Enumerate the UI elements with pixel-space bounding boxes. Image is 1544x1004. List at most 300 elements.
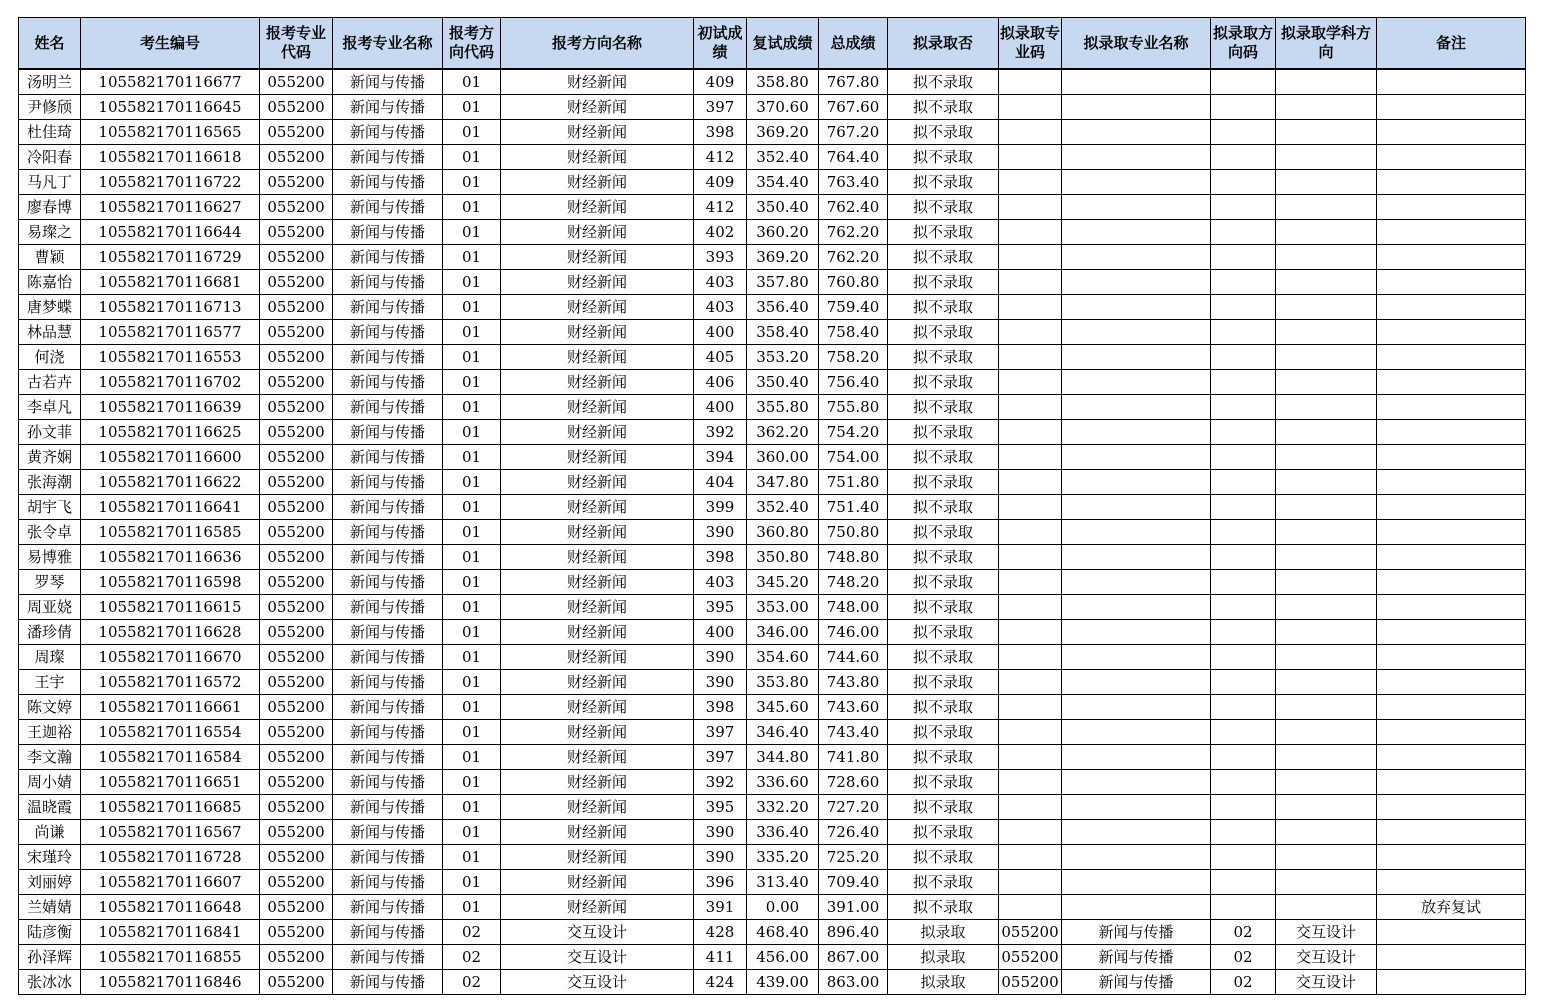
cell-major-code[interactable]: 055200	[260, 195, 333, 220]
cell-admit-major-code[interactable]	[999, 220, 1062, 245]
cell-admit-direction-code[interactable]	[1211, 220, 1276, 245]
cell-retest-score[interactable]: 360.80	[747, 520, 819, 545]
cell-direction-code[interactable]: 01	[443, 845, 501, 870]
cell-admit-major-name[interactable]: 新闻与传播	[1062, 945, 1211, 970]
cell-admit-status[interactable]: 拟不录取	[888, 620, 999, 645]
cell-admit-direction[interactable]	[1276, 545, 1377, 570]
cell-major-name[interactable]: 新闻与传播	[333, 145, 443, 170]
cell-admit-major-name[interactable]	[1062, 520, 1211, 545]
cell-admit-major-name[interactable]	[1062, 120, 1211, 145]
cell-admit-direction[interactable]: 交互设计	[1276, 920, 1377, 945]
cell-direction-name[interactable]: 财经新闻	[501, 370, 694, 395]
cell-total-score[interactable]: 748.20	[819, 570, 888, 595]
cell-admit-direction[interactable]	[1276, 370, 1377, 395]
cell-name[interactable]: 周璨	[19, 645, 81, 670]
cell-admit-status[interactable]: 拟不录取	[888, 470, 999, 495]
cell-admit-direction-code[interactable]	[1211, 545, 1276, 570]
cell-admit-major-code[interactable]	[999, 95, 1062, 120]
cell-admit-direction[interactable]	[1276, 120, 1377, 145]
cell-admit-major-code[interactable]	[999, 770, 1062, 795]
cell-major-code[interactable]: 055200	[260, 470, 333, 495]
cell-admit-direction-code[interactable]	[1211, 770, 1276, 795]
cell-admit-direction[interactable]	[1276, 645, 1377, 670]
cell-prelim-score[interactable]: 403	[694, 270, 747, 295]
cell-admit-major-code[interactable]	[999, 470, 1062, 495]
cell-admit-status[interactable]: 拟不录取	[888, 745, 999, 770]
cell-remarks[interactable]	[1377, 820, 1526, 845]
cell-admit-major-code[interactable]	[999, 420, 1062, 445]
cell-admit-direction[interactable]	[1276, 845, 1377, 870]
cell-admit-status[interactable]: 拟不录取	[888, 195, 999, 220]
cell-major-code[interactable]: 055200	[260, 920, 333, 945]
cell-retest-score[interactable]: 346.40	[747, 720, 819, 745]
cell-prelim-score[interactable]: 400	[694, 395, 747, 420]
cell-total-score[interactable]: 762.40	[819, 195, 888, 220]
cell-exam-id[interactable]: 105582170116618	[81, 145, 260, 170]
cell-name[interactable]: 陆彦衡	[19, 920, 81, 945]
cell-admit-major-name[interactable]	[1062, 420, 1211, 445]
cell-total-score[interactable]: 743.80	[819, 670, 888, 695]
cell-admit-major-code[interactable]	[999, 345, 1062, 370]
cell-total-score[interactable]: 743.60	[819, 695, 888, 720]
cell-major-name[interactable]: 新闻与传播	[333, 545, 443, 570]
cell-admit-direction-code[interactable]	[1211, 295, 1276, 320]
cell-exam-id[interactable]: 105582170116628	[81, 620, 260, 645]
cell-admit-direction-code[interactable]	[1211, 495, 1276, 520]
cell-admit-major-name[interactable]: 新闻与传播	[1062, 920, 1211, 945]
col-header-total-score[interactable]: 总成绩	[819, 18, 888, 70]
cell-admit-direction-code[interactable]	[1211, 795, 1276, 820]
cell-admit-major-code[interactable]	[999, 570, 1062, 595]
cell-major-code[interactable]: 055200	[260, 770, 333, 795]
cell-admit-major-name[interactable]	[1062, 495, 1211, 520]
cell-admit-direction[interactable]	[1276, 595, 1377, 620]
cell-remarks[interactable]	[1377, 645, 1526, 670]
cell-major-name[interactable]: 新闻与传播	[333, 170, 443, 195]
cell-total-score[interactable]: 746.00	[819, 620, 888, 645]
cell-retest-score[interactable]: 336.40	[747, 820, 819, 845]
cell-admit-direction[interactable]	[1276, 570, 1377, 595]
cell-major-name[interactable]: 新闻与传播	[333, 220, 443, 245]
cell-admit-status[interactable]: 拟不录取	[888, 370, 999, 395]
cell-major-name[interactable]: 新闻与传播	[333, 920, 443, 945]
cell-admit-major-code[interactable]	[999, 520, 1062, 545]
cell-direction-code[interactable]: 01	[443, 595, 501, 620]
cell-total-score[interactable]: 750.80	[819, 520, 888, 545]
cell-admit-direction[interactable]	[1276, 220, 1377, 245]
cell-exam-id[interactable]: 105582170116702	[81, 370, 260, 395]
cell-remarks[interactable]	[1377, 570, 1526, 595]
cell-admit-direction-code[interactable]	[1211, 595, 1276, 620]
cell-exam-id[interactable]: 105582170116627	[81, 195, 260, 220]
cell-exam-id[interactable]: 105582170116729	[81, 245, 260, 270]
cell-admit-status[interactable]: 拟不录取	[888, 695, 999, 720]
cell-direction-code[interactable]: 01	[443, 495, 501, 520]
cell-exam-id[interactable]: 105582170116565	[81, 120, 260, 145]
cell-major-code[interactable]: 055200	[260, 245, 333, 270]
cell-admit-direction[interactable]	[1276, 670, 1377, 695]
cell-prelim-score[interactable]: 395	[694, 595, 747, 620]
cell-name[interactable]: 胡宇飞	[19, 495, 81, 520]
cell-admit-direction-code[interactable]	[1211, 845, 1276, 870]
cell-exam-id[interactable]: 105582170116648	[81, 895, 260, 920]
cell-admit-major-code[interactable]: 055200	[999, 970, 1062, 995]
cell-admit-status[interactable]: 拟录取	[888, 945, 999, 970]
cell-name[interactable]: 孙泽辉	[19, 945, 81, 970]
cell-remarks[interactable]	[1377, 795, 1526, 820]
cell-direction-code[interactable]: 01	[443, 220, 501, 245]
cell-retest-score[interactable]: 332.20	[747, 795, 819, 820]
cell-name[interactable]: 李文瀚	[19, 745, 81, 770]
cell-total-score[interactable]: 751.40	[819, 495, 888, 520]
cell-admit-direction[interactable]	[1276, 295, 1377, 320]
cell-admit-major-name[interactable]	[1062, 370, 1211, 395]
cell-prelim-score[interactable]: 390	[694, 520, 747, 545]
cell-admit-direction-code[interactable]	[1211, 145, 1276, 170]
cell-prelim-score[interactable]: 411	[694, 945, 747, 970]
cell-prelim-score[interactable]: 409	[694, 69, 747, 95]
cell-major-code[interactable]: 055200	[260, 945, 333, 970]
cell-exam-id[interactable]: 105582170116572	[81, 670, 260, 695]
cell-exam-id[interactable]: 105582170116855	[81, 945, 260, 970]
cell-admit-direction-code[interactable]	[1211, 895, 1276, 920]
cell-total-score[interactable]: 764.40	[819, 145, 888, 170]
cell-admit-status[interactable]: 拟不录取	[888, 69, 999, 95]
cell-admit-direction-code[interactable]	[1211, 470, 1276, 495]
cell-major-code[interactable]: 055200	[260, 270, 333, 295]
cell-exam-id[interactable]: 105582170116554	[81, 720, 260, 745]
cell-direction-name[interactable]: 财经新闻	[501, 445, 694, 470]
cell-remarks[interactable]	[1377, 270, 1526, 295]
cell-name[interactable]: 周小婧	[19, 770, 81, 795]
cell-total-score[interactable]: 762.20	[819, 220, 888, 245]
cell-name[interactable]: 张冰冰	[19, 970, 81, 995]
cell-admit-major-name[interactable]	[1062, 695, 1211, 720]
cell-retest-score[interactable]: 353.80	[747, 670, 819, 695]
cell-admit-status[interactable]: 拟录取	[888, 970, 999, 995]
cell-name[interactable]: 孙文菲	[19, 420, 81, 445]
cell-exam-id[interactable]: 105582170116636	[81, 545, 260, 570]
cell-admit-direction-code[interactable]	[1211, 570, 1276, 595]
cell-exam-id[interactable]: 105582170116639	[81, 395, 260, 420]
cell-retest-score[interactable]: 350.80	[747, 545, 819, 570]
cell-major-name[interactable]: 新闻与传播	[333, 295, 443, 320]
cell-prelim-score[interactable]: 395	[694, 795, 747, 820]
cell-exam-id[interactable]: 105582170116681	[81, 270, 260, 295]
cell-admit-major-name[interactable]	[1062, 245, 1211, 270]
cell-exam-id[interactable]: 105582170116584	[81, 745, 260, 770]
cell-major-name[interactable]: 新闻与传播	[333, 745, 443, 770]
cell-prelim-score[interactable]: 390	[694, 645, 747, 670]
cell-admit-major-code[interactable]	[999, 320, 1062, 345]
cell-admit-direction[interactable]	[1276, 770, 1377, 795]
cell-name[interactable]: 温晓霞	[19, 795, 81, 820]
cell-direction-code[interactable]: 01	[443, 820, 501, 845]
cell-major-code[interactable]: 055200	[260, 320, 333, 345]
cell-direction-code[interactable]: 01	[443, 670, 501, 695]
cell-remarks[interactable]	[1377, 720, 1526, 745]
cell-direction-name[interactable]: 财经新闻	[501, 795, 694, 820]
cell-admit-status[interactable]: 拟不录取	[888, 170, 999, 195]
cell-admit-major-name[interactable]	[1062, 195, 1211, 220]
cell-direction-name[interactable]: 财经新闻	[501, 495, 694, 520]
cell-name[interactable]: 陈文婷	[19, 695, 81, 720]
cell-direction-name[interactable]: 财经新闻	[501, 870, 694, 895]
cell-retest-score[interactable]: 360.00	[747, 445, 819, 470]
cell-admit-major-name[interactable]	[1062, 595, 1211, 620]
cell-prelim-score[interactable]: 398	[694, 545, 747, 570]
cell-prelim-score[interactable]: 390	[694, 820, 747, 845]
cell-admit-direction-code[interactable]	[1211, 820, 1276, 845]
cell-exam-id[interactable]: 105582170116598	[81, 570, 260, 595]
cell-major-name[interactable]: 新闻与传播	[333, 520, 443, 545]
cell-exam-id[interactable]: 105582170116841	[81, 920, 260, 945]
cell-remarks[interactable]	[1377, 945, 1526, 970]
cell-total-score[interactable]: 728.60	[819, 770, 888, 795]
cell-prelim-score[interactable]: 393	[694, 245, 747, 270]
cell-direction-code[interactable]: 01	[443, 245, 501, 270]
cell-prelim-score[interactable]: 394	[694, 445, 747, 470]
cell-admit-major-code[interactable]	[999, 595, 1062, 620]
cell-admit-major-code[interactable]	[999, 845, 1062, 870]
cell-direction-code[interactable]: 01	[443, 895, 501, 920]
cell-prelim-score[interactable]: 392	[694, 770, 747, 795]
cell-admit-direction-code[interactable]: 02	[1211, 945, 1276, 970]
cell-total-score[interactable]: 758.40	[819, 320, 888, 345]
cell-admit-major-code[interactable]	[999, 745, 1062, 770]
cell-admit-status[interactable]: 拟不录取	[888, 220, 999, 245]
cell-admit-major-name[interactable]	[1062, 620, 1211, 645]
cell-retest-score[interactable]: 345.20	[747, 570, 819, 595]
cell-remarks[interactable]	[1377, 420, 1526, 445]
cell-major-code[interactable]: 055200	[260, 145, 333, 170]
cell-admit-status[interactable]: 拟不录取	[888, 320, 999, 345]
cell-major-code[interactable]: 055200	[260, 545, 333, 570]
cell-retest-score[interactable]: 353.20	[747, 345, 819, 370]
cell-admit-major-name[interactable]	[1062, 345, 1211, 370]
cell-direction-name[interactable]: 财经新闻	[501, 195, 694, 220]
cell-total-score[interactable]: 754.20	[819, 420, 888, 445]
cell-total-score[interactable]: 726.40	[819, 820, 888, 845]
cell-exam-id[interactable]: 105582170116553	[81, 345, 260, 370]
cell-admit-direction[interactable]: 交互设计	[1276, 945, 1377, 970]
cell-major-name[interactable]: 新闻与传播	[333, 395, 443, 420]
cell-admit-status[interactable]: 拟不录取	[888, 545, 999, 570]
cell-admit-direction[interactable]	[1276, 270, 1377, 295]
cell-direction-name[interactable]: 财经新闻	[501, 69, 694, 95]
cell-admit-major-name[interactable]: 新闻与传播	[1062, 970, 1211, 995]
cell-admit-major-name[interactable]	[1062, 145, 1211, 170]
cell-admit-major-name[interactable]	[1062, 820, 1211, 845]
cell-admit-direction[interactable]: 交互设计	[1276, 970, 1377, 995]
cell-total-score[interactable]: 767.20	[819, 120, 888, 145]
cell-admit-status[interactable]: 拟不录取	[888, 645, 999, 670]
cell-direction-code[interactable]: 01	[443, 870, 501, 895]
cell-admit-direction[interactable]	[1276, 170, 1377, 195]
cell-name[interactable]: 兰婧婧	[19, 895, 81, 920]
cell-name[interactable]: 林品慧	[19, 320, 81, 345]
cell-admit-major-code[interactable]	[999, 69, 1062, 95]
cell-admit-status[interactable]: 拟不录取	[888, 495, 999, 520]
cell-total-score[interactable]: 767.60	[819, 95, 888, 120]
cell-direction-code[interactable]: 01	[443, 295, 501, 320]
cell-remarks[interactable]	[1377, 95, 1526, 120]
cell-direction-code[interactable]: 01	[443, 695, 501, 720]
cell-exam-id[interactable]: 105582170116615	[81, 595, 260, 620]
cell-retest-score[interactable]: 362.20	[747, 420, 819, 445]
col-header-major-name[interactable]: 报考专业名称	[333, 18, 443, 70]
cell-remarks[interactable]	[1377, 670, 1526, 695]
col-header-admit-major-name[interactable]: 拟录取专业名称	[1062, 18, 1211, 70]
cell-prelim-score[interactable]: 404	[694, 470, 747, 495]
cell-prelim-score[interactable]: 397	[694, 95, 747, 120]
cell-major-code[interactable]: 055200	[260, 970, 333, 995]
cell-major-name[interactable]: 新闻与传播	[333, 245, 443, 270]
cell-direction-code[interactable]: 01	[443, 545, 501, 570]
cell-retest-score[interactable]: 356.40	[747, 295, 819, 320]
cell-admit-status[interactable]: 拟不录取	[888, 670, 999, 695]
cell-name[interactable]: 汤明兰	[19, 69, 81, 95]
cell-admit-status[interactable]: 拟不录取	[888, 820, 999, 845]
cell-admit-direction-code[interactable]	[1211, 370, 1276, 395]
cell-name[interactable]: 易博雅	[19, 545, 81, 570]
cell-admit-major-name[interactable]	[1062, 895, 1211, 920]
cell-direction-name[interactable]: 财经新闻	[501, 545, 694, 570]
cell-admit-status[interactable]: 拟不录取	[888, 845, 999, 870]
cell-prelim-score[interactable]: 392	[694, 420, 747, 445]
cell-admit-direction-code[interactable]	[1211, 345, 1276, 370]
cell-admit-direction-code[interactable]	[1211, 620, 1276, 645]
cell-name[interactable]: 尹修颀	[19, 95, 81, 120]
cell-admit-major-name[interactable]	[1062, 220, 1211, 245]
cell-name[interactable]: 张海潮	[19, 470, 81, 495]
cell-retest-score[interactable]: 358.80	[747, 69, 819, 95]
cell-retest-score[interactable]: 352.40	[747, 495, 819, 520]
cell-major-code[interactable]: 055200	[260, 795, 333, 820]
cell-total-score[interactable]: 709.40	[819, 870, 888, 895]
cell-major-code[interactable]: 055200	[260, 895, 333, 920]
cell-name[interactable]: 王迦裕	[19, 720, 81, 745]
cell-major-name[interactable]: 新闻与传播	[333, 345, 443, 370]
cell-admit-direction[interactable]	[1276, 795, 1377, 820]
col-header-name[interactable]: 姓名	[19, 18, 81, 70]
cell-admit-status[interactable]: 拟不录取	[888, 795, 999, 820]
cell-admit-major-code[interactable]	[999, 820, 1062, 845]
cell-direction-code[interactable]: 01	[443, 69, 501, 95]
cell-total-score[interactable]: 727.20	[819, 795, 888, 820]
cell-direction-code[interactable]: 01	[443, 195, 501, 220]
cell-direction-name[interactable]: 财经新闻	[501, 170, 694, 195]
cell-total-score[interactable]: 725.20	[819, 845, 888, 870]
cell-admit-status[interactable]: 拟不录取	[888, 395, 999, 420]
cell-major-code[interactable]: 055200	[260, 95, 333, 120]
cell-admit-major-code[interactable]	[999, 245, 1062, 270]
cell-admit-direction-code[interactable]	[1211, 320, 1276, 345]
cell-admit-major-code[interactable]	[999, 670, 1062, 695]
cell-admit-direction-code[interactable]	[1211, 95, 1276, 120]
cell-total-score[interactable]: 756.40	[819, 370, 888, 395]
cell-major-name[interactable]: 新闻与传播	[333, 69, 443, 95]
cell-remarks[interactable]	[1377, 295, 1526, 320]
cell-prelim-score[interactable]: 400	[694, 620, 747, 645]
cell-direction-code[interactable]: 02	[443, 945, 501, 970]
cell-direction-code[interactable]: 01	[443, 620, 501, 645]
cell-admit-major-code[interactable]	[999, 445, 1062, 470]
cell-retest-score[interactable]: 468.40	[747, 920, 819, 945]
cell-admit-status[interactable]: 拟不录取	[888, 520, 999, 545]
cell-admit-direction-code[interactable]	[1211, 170, 1276, 195]
cell-admit-major-name[interactable]	[1062, 270, 1211, 295]
cell-retest-score[interactable]: 357.80	[747, 270, 819, 295]
cell-direction-name[interactable]: 交互设计	[501, 970, 694, 995]
cell-direction-code[interactable]: 01	[443, 145, 501, 170]
cell-admit-direction[interactable]	[1276, 870, 1377, 895]
cell-total-score[interactable]: 759.40	[819, 295, 888, 320]
cell-admit-major-name[interactable]	[1062, 545, 1211, 570]
cell-total-score[interactable]: 743.40	[819, 720, 888, 745]
cell-direction-name[interactable]: 财经新闻	[501, 220, 694, 245]
cell-total-score[interactable]: 762.20	[819, 245, 888, 270]
cell-direction-code[interactable]: 01	[443, 470, 501, 495]
cell-major-name[interactable]: 新闻与传播	[333, 620, 443, 645]
cell-remarks[interactable]	[1377, 845, 1526, 870]
cell-admit-major-code[interactable]	[999, 495, 1062, 520]
cell-admit-major-name[interactable]	[1062, 795, 1211, 820]
cell-major-name[interactable]: 新闻与传播	[333, 970, 443, 995]
cell-major-name[interactable]: 新闻与传播	[333, 720, 443, 745]
col-header-major-code[interactable]: 报考专业代码	[260, 18, 333, 70]
cell-direction-name[interactable]: 财经新闻	[501, 395, 694, 420]
cell-admit-direction[interactable]	[1276, 95, 1377, 120]
cell-exam-id[interactable]: 105582170116567	[81, 820, 260, 845]
cell-remarks[interactable]	[1377, 395, 1526, 420]
cell-admit-direction[interactable]	[1276, 620, 1377, 645]
col-header-direction-code[interactable]: 报考方向代码	[443, 18, 501, 70]
cell-exam-id[interactable]: 105582170116846	[81, 970, 260, 995]
cell-exam-id[interactable]: 105582170116728	[81, 845, 260, 870]
cell-retest-score[interactable]: 350.40	[747, 195, 819, 220]
cell-admit-status[interactable]: 拟不录取	[888, 270, 999, 295]
cell-exam-id[interactable]: 105582170116722	[81, 170, 260, 195]
cell-remarks[interactable]	[1377, 320, 1526, 345]
cell-prelim-score[interactable]: 409	[694, 170, 747, 195]
cell-admit-major-name[interactable]	[1062, 69, 1211, 95]
cell-admit-direction-code[interactable]	[1211, 395, 1276, 420]
cell-total-score[interactable]: 748.80	[819, 545, 888, 570]
cell-direction-code[interactable]: 01	[443, 745, 501, 770]
cell-major-code[interactable]: 055200	[260, 595, 333, 620]
cell-remarks[interactable]	[1377, 195, 1526, 220]
cell-total-score[interactable]: 755.80	[819, 395, 888, 420]
cell-admit-status[interactable]: 拟不录取	[888, 345, 999, 370]
cell-name[interactable]: 宋瑾玲	[19, 845, 81, 870]
cell-prelim-score[interactable]: 399	[694, 495, 747, 520]
cell-total-score[interactable]: 754.00	[819, 445, 888, 470]
cell-admit-major-code[interactable]	[999, 395, 1062, 420]
cell-direction-code[interactable]: 01	[443, 645, 501, 670]
cell-admit-major-code[interactable]: 055200	[999, 920, 1062, 945]
cell-retest-score[interactable]: 354.60	[747, 645, 819, 670]
cell-direction-code[interactable]: 01	[443, 445, 501, 470]
cell-major-name[interactable]: 新闻与传播	[333, 420, 443, 445]
cell-exam-id[interactable]: 105582170116644	[81, 220, 260, 245]
cell-direction-name[interactable]: 财经新闻	[501, 145, 694, 170]
cell-major-code[interactable]: 055200	[260, 820, 333, 845]
cell-prelim-score[interactable]: 396	[694, 870, 747, 895]
cell-major-name[interactable]: 新闻与传播	[333, 770, 443, 795]
cell-major-name[interactable]: 新闻与传播	[333, 495, 443, 520]
cell-admit-status[interactable]: 拟不录取	[888, 145, 999, 170]
